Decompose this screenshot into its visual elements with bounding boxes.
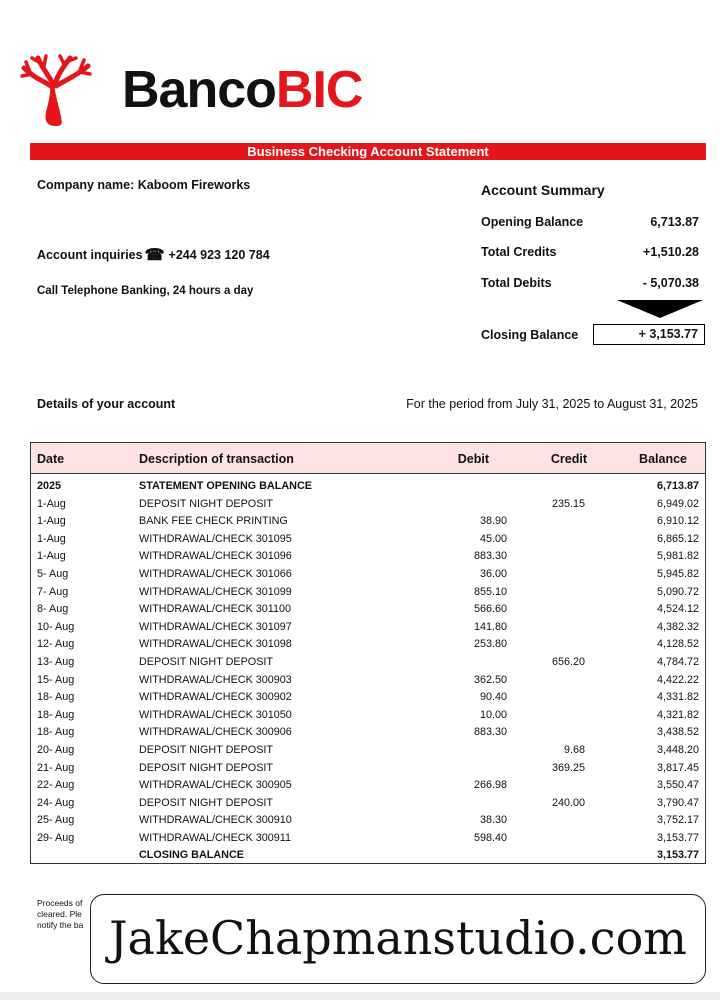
footer-line: cleared. Ple [37, 909, 82, 919]
cell-date: 2025 [37, 480, 62, 492]
cell-date: 18- Aug [37, 708, 75, 721]
cell-debit: 10.00 [479, 708, 507, 721]
table-row [31, 478, 705, 496]
cell-balance: 6,713.87 [656, 480, 699, 492]
cell-debit: 90.40 [479, 691, 507, 704]
summary-credits [481, 245, 699, 259]
cell-debit: 598.40 [473, 831, 507, 844]
cell-date: 22- Aug [37, 779, 75, 792]
cell-debit: 141.80 [473, 620, 507, 633]
credits-label: Total Credits [481, 245, 557, 259]
table-row [31, 830, 705, 848]
cell-date: 20- Aug [37, 743, 75, 756]
cell-date: 12- Aug [37, 638, 75, 651]
cell-balance: 3,153.77 [656, 831, 699, 844]
summary-opening [481, 215, 699, 229]
cell-balance: 3,550.47 [656, 779, 699, 792]
table-row [31, 619, 705, 637]
closing-value: + 3,153.77 [593, 324, 705, 345]
tree-logo-icon [18, 54, 94, 126]
cell-balance: 3,817.45 [656, 761, 699, 774]
down-arrow-icon [617, 300, 703, 318]
cell-desc: WITHDRAWAL/CHECK 301095 [139, 532, 292, 545]
cell-balance: 5,981.82 [656, 550, 699, 563]
cell-date: 1-Aug [37, 532, 66, 545]
cell-date: 18- Aug [37, 726, 75, 739]
cell-desc: WITHDRAWAL/CHECK 301097 [139, 620, 292, 633]
cell-desc: STATEMENT OPENING BALANCE [139, 480, 312, 492]
cell-desc: WITHDRAWAL/CHECK 300911 [139, 831, 291, 844]
cell-debit: 266.98 [473, 779, 507, 792]
cell-date: 5- Aug [37, 567, 69, 580]
cell-date: 13- Aug [37, 655, 75, 668]
table-row [31, 654, 705, 672]
inquiries-phone: +244 923 120 784 [168, 248, 270, 262]
cell-debit: 45.00 [479, 532, 507, 545]
cell-debit: 855.10 [473, 585, 507, 598]
table-header [31, 443, 705, 474]
cell-date: 10- Aug [37, 620, 75, 633]
credits-value: +1,510.28 [643, 245, 699, 259]
cell-desc: WITHDRAWAL/CHECK 301050 [139, 708, 292, 721]
footer-line: Proceeds of [37, 898, 83, 908]
bank-name-part1: Banco [122, 61, 276, 119]
table-row [31, 636, 705, 654]
cell-desc: WITHDRAWAL/CHECK 300905 [139, 779, 292, 792]
cell-desc: DEPOSIT NIGHT DEPOSIT [139, 743, 273, 756]
cell-debit: 883.30 [473, 550, 507, 563]
cell-date: 1-Aug [37, 515, 66, 528]
table-row [31, 742, 705, 760]
cell-debit: 253.80 [473, 638, 507, 651]
table-row [31, 777, 705, 795]
cell-credit: 240.00 [551, 796, 585, 809]
statement-title: Business Checking Account Statement [30, 143, 706, 160]
header-debit: Debit [457, 452, 489, 466]
cell-balance: 3,790.47 [656, 796, 699, 809]
cell-date: 7- Aug [37, 585, 69, 598]
summary-title: Account Summary [481, 182, 605, 198]
table-row [31, 795, 705, 813]
bank-name [122, 58, 362, 122]
bank-name-part2: BIC [275, 61, 363, 119]
cell-credit: 9.68 [563, 743, 585, 756]
cell-desc: DEPOSIT NIGHT DEPOSIT [139, 796, 273, 809]
cell-date: 1-Aug [37, 550, 66, 563]
cell-desc: DEPOSIT NIGHT DEPOSIT [139, 655, 273, 668]
header-balance: Balance [639, 452, 687, 466]
cell-balance: 3,448.20 [656, 743, 699, 756]
cell-date: 29- Aug [37, 831, 75, 844]
cell-balance: 5,090.72 [656, 585, 699, 598]
bank-logo [18, 50, 378, 130]
cell-balance: 4,382.32 [656, 620, 699, 633]
cell-desc: WITHDRAWAL/CHECK 301096 [139, 550, 292, 563]
company-label: Company name: [37, 178, 135, 192]
cell-desc: WITHDRAWAL/CHECK 301066 [139, 567, 292, 580]
cell-date: 8- Aug [37, 603, 69, 616]
debits-value: - 5,070.38 [642, 276, 699, 290]
cell-desc: WITHDRAWAL/CHECK 301100 [139, 603, 291, 616]
statement-period: For the period from July 31, 2025 to August 31, 2025 [406, 397, 698, 411]
cell-debit: 566.60 [473, 603, 507, 616]
cell-balance: 4,524.12 [656, 603, 699, 616]
inquiries-label: Account inquiries [37, 248, 143, 262]
table-row [31, 812, 705, 830]
cell-balance: 6,910.12 [656, 515, 699, 528]
cell-desc: DEPOSIT NIGHT DEPOSIT [139, 497, 273, 510]
cell-date: 25- Aug [37, 814, 75, 827]
cell-debit: 883.30 [473, 726, 507, 739]
telephone-icon: ☎ [144, 247, 165, 264]
cell-balance: 3,153.77 [656, 849, 699, 862]
cell-balance: 5,945.82 [656, 567, 699, 580]
header-description: Description of transaction [139, 452, 294, 466]
cell-desc: WITHDRAWAL/CHECK 300910 [139, 814, 292, 827]
inquiries-line [37, 245, 270, 265]
table-row [31, 689, 705, 707]
details-label: Details of your account [37, 397, 176, 411]
cell-credit: 235.15 [551, 497, 585, 510]
cell-date: 24- Aug [37, 796, 75, 809]
cell-balance: 6,949.02 [656, 497, 699, 510]
cell-balance: 4,784.72 [656, 655, 699, 668]
cell-desc: CLOSING BALANCE [139, 849, 244, 862]
header-date: Date [37, 452, 65, 466]
cell-date: 1-Aug [37, 497, 66, 510]
table-row [31, 566, 705, 584]
cell-balance: 4,321.82 [656, 708, 699, 721]
cell-balance: 3,752.17 [656, 814, 699, 827]
cell-desc: WITHDRAWAL/CHECK 300903 [139, 673, 292, 686]
cell-desc: WITHDRAWAL/CHECK 300902 [139, 691, 292, 704]
debits-label: Total Debits [481, 276, 552, 290]
watermark-banner: JakeChapmanstudio.com [90, 894, 706, 984]
cell-balance: 4,331.82 [656, 691, 699, 704]
table-row [31, 548, 705, 566]
cell-debit: 36.00 [479, 567, 507, 580]
table-row [31, 724, 705, 742]
cell-debit: 38.30 [479, 814, 507, 827]
cell-desc: BANK FEE CHECK PRINTING [139, 515, 288, 528]
table-row [31, 707, 705, 725]
cell-desc: WITHDRAWAL/CHECK 301098 [139, 638, 292, 651]
table-row [31, 847, 705, 865]
cell-date: 15- Aug [37, 673, 75, 686]
opening-value: 6,713.87 [650, 215, 699, 229]
cell-credit: 656.20 [551, 655, 585, 668]
table-row [31, 584, 705, 602]
table-row [31, 601, 705, 619]
telephone-banking: Call Telephone Banking, 24 hours a day [37, 285, 254, 297]
cell-debit: 362.50 [473, 673, 507, 686]
cell-credit: 369.25 [551, 761, 585, 774]
page-bottom-band [0, 992, 720, 1000]
cell-balance: 3,438.52 [656, 726, 699, 739]
cell-balance: 6,865.12 [656, 532, 699, 545]
table-row [31, 672, 705, 690]
cell-desc: DEPOSIT NIGHT DEPOSIT [139, 761, 273, 774]
cell-date: 21- Aug [37, 761, 75, 774]
table-row [31, 760, 705, 778]
company-name: Kaboom Fireworks [137, 178, 251, 192]
opening-label: Opening Balance [481, 215, 584, 229]
table-row [31, 496, 705, 514]
transactions-table [30, 442, 706, 864]
company-line [37, 178, 250, 192]
cell-balance: 4,128.52 [656, 638, 699, 651]
header-credit: Credit [550, 452, 587, 466]
footer-line: notify the ba [37, 920, 84, 930]
table-body [31, 478, 705, 865]
cell-desc: WITHDRAWAL/CHECK 300906 [139, 726, 292, 739]
table-row [31, 531, 705, 549]
cell-debit: 38.90 [479, 515, 507, 528]
cell-date: 18- Aug [37, 691, 75, 704]
cell-desc: WITHDRAWAL/CHECK 301099 [139, 585, 292, 598]
summary-debits [481, 276, 699, 290]
table-row [31, 513, 705, 531]
cell-balance: 4,422.22 [656, 673, 699, 686]
closing-label: Closing Balance [481, 328, 579, 342]
